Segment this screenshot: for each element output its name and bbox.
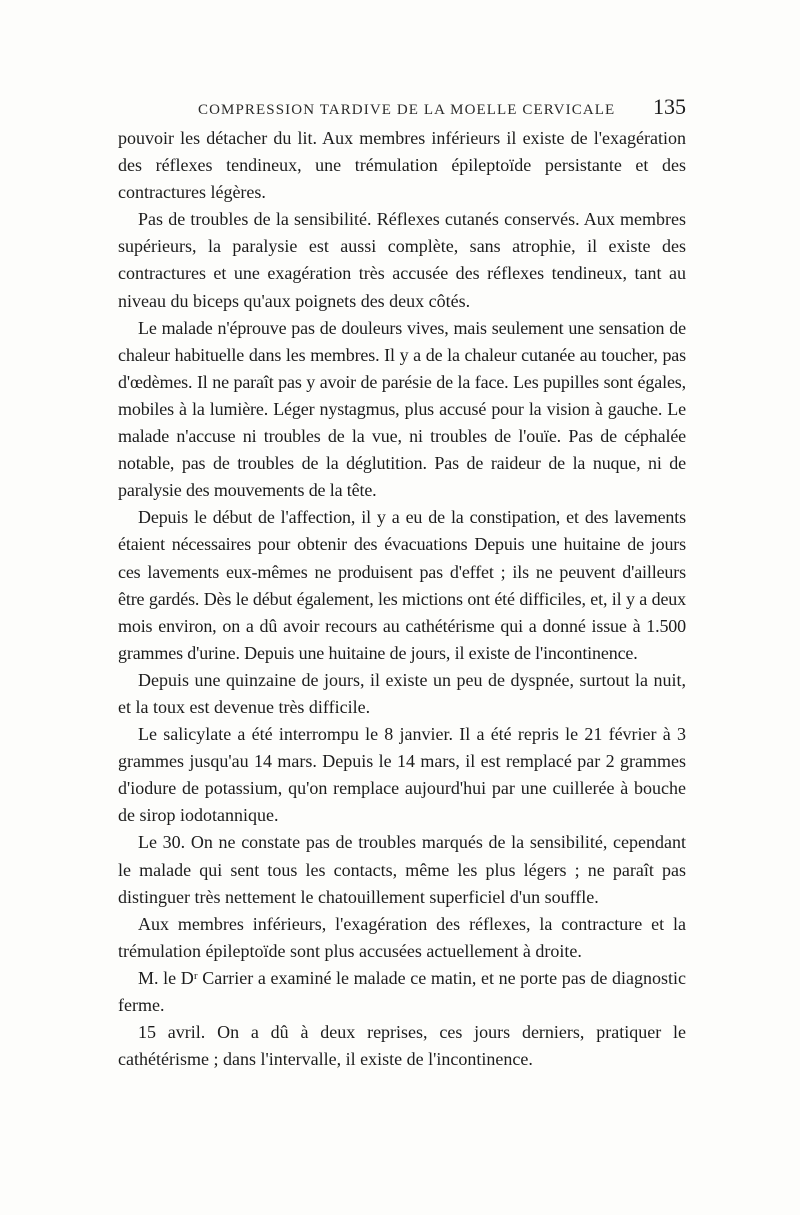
running-title: COMPRESSION TARDIVE DE LA MOELLE CERVICALE xyxy=(198,102,616,118)
paragraph-continuation: pouvoir les détacher du lit. Aux membres inférieurs il existe de l'exagération des réflexes tendineux, une trémulation épileptoïde persistante et des contractures légères. xyxy=(118,128,686,203)
running-header xyxy=(118,94,686,124)
paragraph-treatment: Le salicylate a été interrompu le 8 janvier. Il a été repris le 21 février à 3 grammes jusqu'au 14 mars. Depuis le 14 mars, il est remplacé par 2 grammes d'iodure de potassium, qu'on remplace aujourd'hui par une cuillerée à bouche de sirop iodotannique. xyxy=(118,724,686,826)
page-number: 135 xyxy=(653,94,686,119)
paragraph-carrier-exam: M. le Dʳ Carrier a examiné le malade ce matin, et ne porte pas de diagnostic ferme. xyxy=(118,967,686,1015)
paragraph-constipation: Depuis le début de l'affection, il y a eu de la constipation, et des lavements étaient nécessaires pour obtenir des évacuations Depuis une huitaine de jours ces lavements eux-mêmes ne produisent pas d'effet ; ils ne peuvent d'ailleurs être gardés. Dès le début également, les mictions ont été difficiles, et, il y a deux mois environ, on a dû avoir recours au cathétérisme qui a donné issue à 1.500 grammes d'urine. Depuis une huitaine de jours, il existe de l'incontinence. xyxy=(118,507,686,663)
paragraph-april-15: 15 avril. On a dû à deux reprises, ces jours derniers, pratiquer le cathétérisme ; dans l'intervalle, il existe de l'incontinence. xyxy=(118,1022,686,1070)
paragraph-march-30: Le 30. On ne constate pas de troubles marqués de la sensibilité, cependant le malade qui sent tous les contacts, même les plus légers ; ne paraît pas distinguer très nettement le chatouillement superficiel d'un souffle. xyxy=(118,832,686,907)
paragraph-dyspnea: Depuis une quinzaine de jours, il existe un peu de dyspnée, surtout la nuit, et la toux est devenue très difficile. xyxy=(118,669,686,717)
paragraph-symptoms: Le malade n'éprouve pas de douleurs vives, mais seulement une sensation de chaleur habituelle dans les membres. Il y a de la chaleur cutanée au toucher, pas d'œdèmes. Il ne paraît pas y avoir de parésie de la face. Les pupilles sont égales, mobiles à la lumière. Léger nystagmus, plus accusé pour la vision à gauche. Le malade n'accuse ni troubles de la vue, ni troubles de l'ouïe. Pas de céphalée notable, pas de troubles de la déglutition. Pas de raideur de la nuque, ni de paralysie des mouvements de la tête. xyxy=(118,317,686,501)
paragraph-sensibility: Pas de troubles de la sensibilité. Réflexes cutanés conservés. Aux membres supérieurs, la paralysie est aussi complète, sans atrophie, il existe des contractures et une exagération très accusée des réflexes tendineux, tant au niveau du biceps qu'aux poignets des deux côtés. xyxy=(118,209,686,311)
body-text xyxy=(118,125,686,1073)
paragraph-lower-limbs: Aux membres inférieurs, l'exagération des réflexes, la contracture et la trémulation épileptoïde sont plus accusées actuellement à droite. xyxy=(118,913,686,961)
